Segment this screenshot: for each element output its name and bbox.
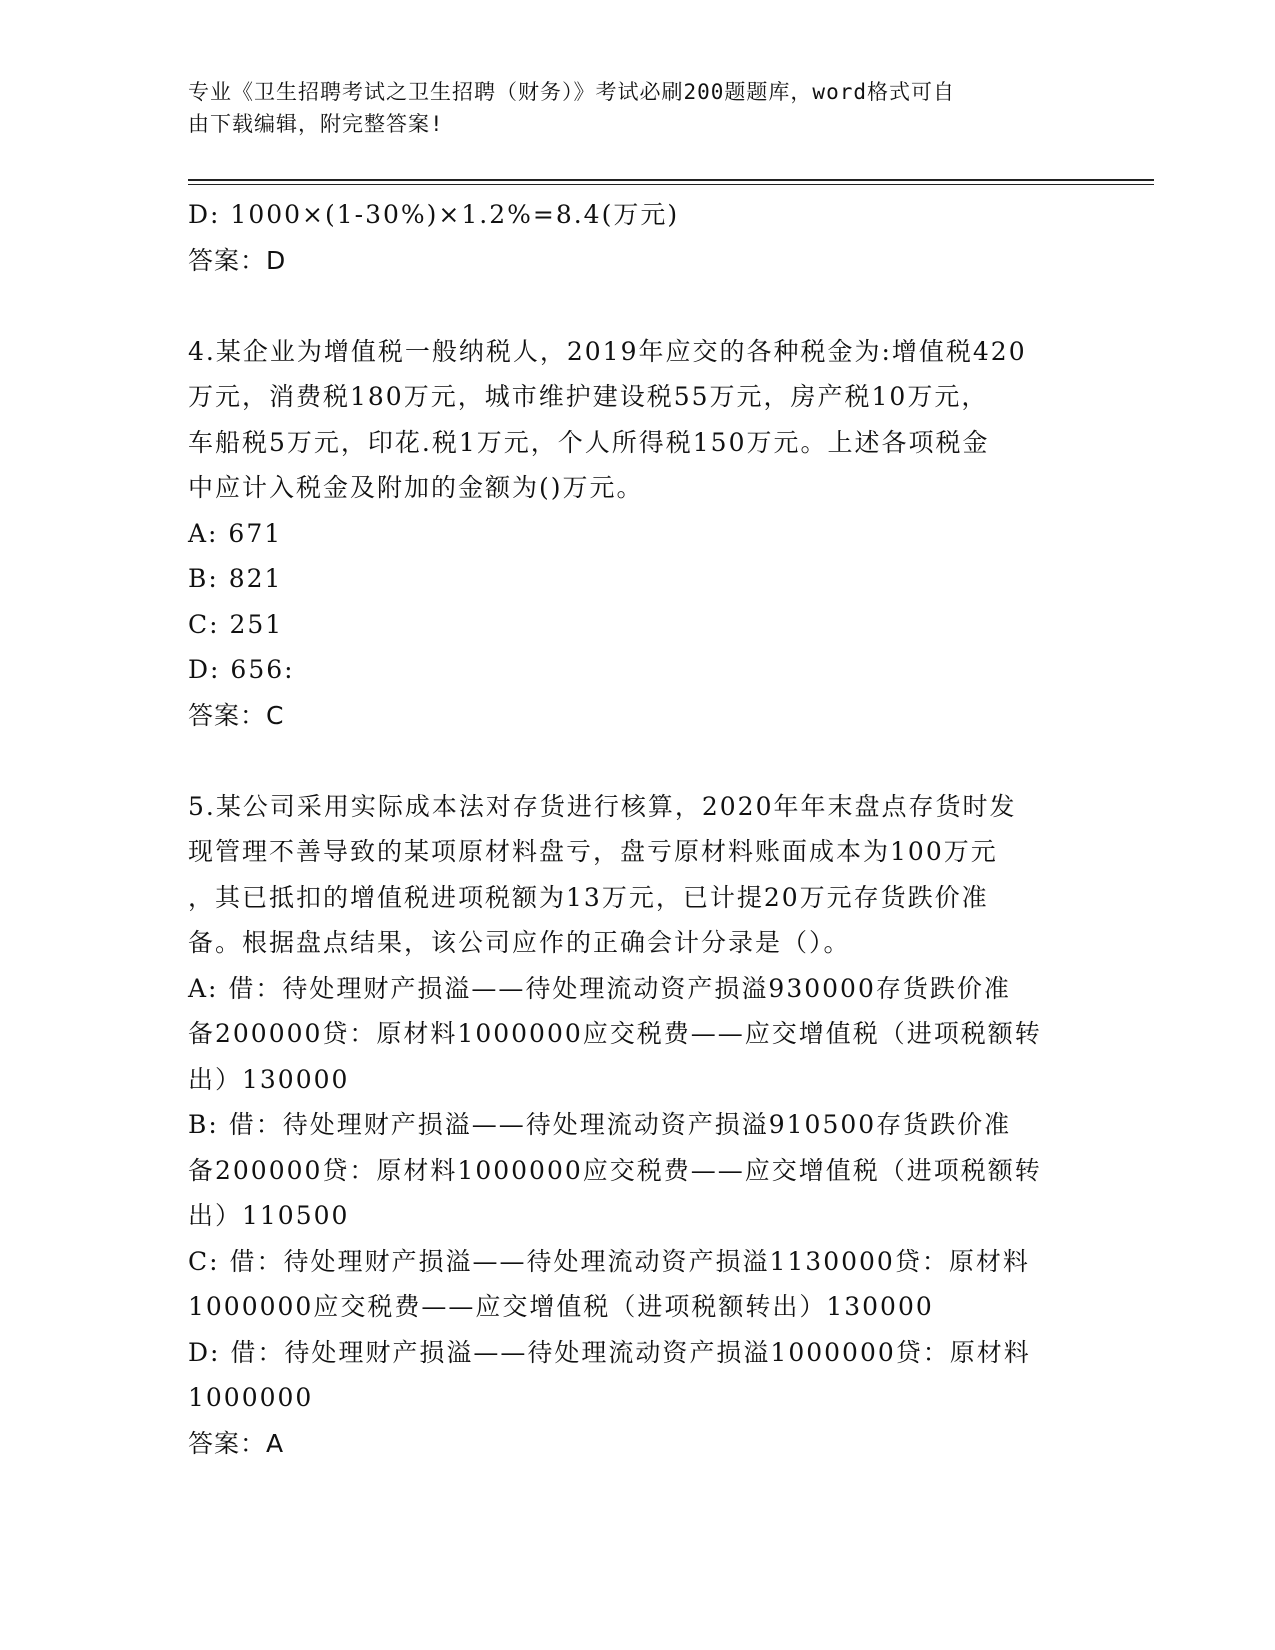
option-d: D: 656: <box>188 655 295 684</box>
option-text-line: 1000000应交税费——应交增值税（进项税额转出）130000 <box>188 1292 934 1321</box>
option-d: D: 1000×(1-30%)×1.2%=8.4(万元) <box>188 200 680 229</box>
option-text-line: B: 借：待处理财产损溢——待处理流动资产损溢910500存货跌价准 <box>188 1110 1012 1139</box>
question-text-line: 车船税5万元，印花.税1万元，个人所得税150万元。上述各项税金 <box>188 427 990 457</box>
document-body <box>188 192 1073 1466</box>
question-text-line: 备。根据盘点结果，该公司应作的正确会计分录是（）。 <box>188 928 851 957</box>
header-line: 专业《卫生招聘考试之卫生招聘（财务）》考试必刷200题题库，word格式可自 <box>188 80 955 104</box>
option-text-line: 1000000 <box>188 1383 314 1412</box>
option-d <box>188 1330 1073 1421</box>
question-text-line: 5.某公司采用实际成本法对存货进行核算，2020年年末盘点存货时发 <box>188 791 1017 821</box>
option-text-line: 备200000贷：原材料1000000应交税费——应交增值税（进项税额转 <box>188 1155 1042 1185</box>
question-text-line: 现管理不善导致的某项原材料盘亏，盘亏原材料账面成本为100万元 <box>188 837 998 866</box>
header-divider-thin <box>188 184 1154 185</box>
option-b: B: 821 <box>188 564 283 593</box>
option-b <box>188 1102 1073 1239</box>
header-divider <box>188 179 1154 181</box>
spacer <box>188 283 1073 329</box>
option-text-line: 备200000贷：原材料1000000应交税费——应交增值税（进项税额转 <box>188 1019 1042 1048</box>
question-text-line: 中应计入税金及附加的金额为()万元。 <box>188 473 644 502</box>
question-text-line: 4.某企业为增值税一般纳税人，2019年应交的各种税金为:增值税420 <box>188 336 1027 366</box>
question-text-line: ，其已抵扣的增值税进项税额为13万元，已计提20万元存货跌价准 <box>188 882 989 912</box>
answer-line: 答案：C <box>188 700 285 730</box>
option-text-line: D: 借：待处理财产损溢——待处理流动资产损溢1000000贷：原材料 <box>188 1337 1031 1367</box>
answer-line: 答案：D <box>188 245 287 275</box>
option-text-line: A: 借：待处理财产损溢——待处理流动资产损溢930000存货跌价准 <box>188 973 1011 1003</box>
question-4 <box>188 329 1073 739</box>
header-line: 由下载编辑，附完整答案! <box>188 112 444 136</box>
option-c: C: 251 <box>188 609 284 639</box>
option-a <box>188 966 1073 1103</box>
question-text-line: 万元，消费税180万元，城市维护建设税55万元，房产税10万元， <box>188 382 989 411</box>
option-a: A: 671 <box>188 518 283 548</box>
option-text-line: 出）130000 <box>188 1064 350 1094</box>
question-5 <box>188 784 1073 1467</box>
answer-line: 答案：A <box>188 1428 285 1458</box>
option-text-line: C: 借：待处理财产损溢——待处理流动资产损溢1130000贷：原材料 <box>188 1246 1030 1276</box>
spacer <box>188 738 1073 784</box>
option-c <box>188 1239 1073 1330</box>
option-text-line: 出）110500 <box>188 1201 350 1230</box>
document-header <box>188 76 1068 140</box>
